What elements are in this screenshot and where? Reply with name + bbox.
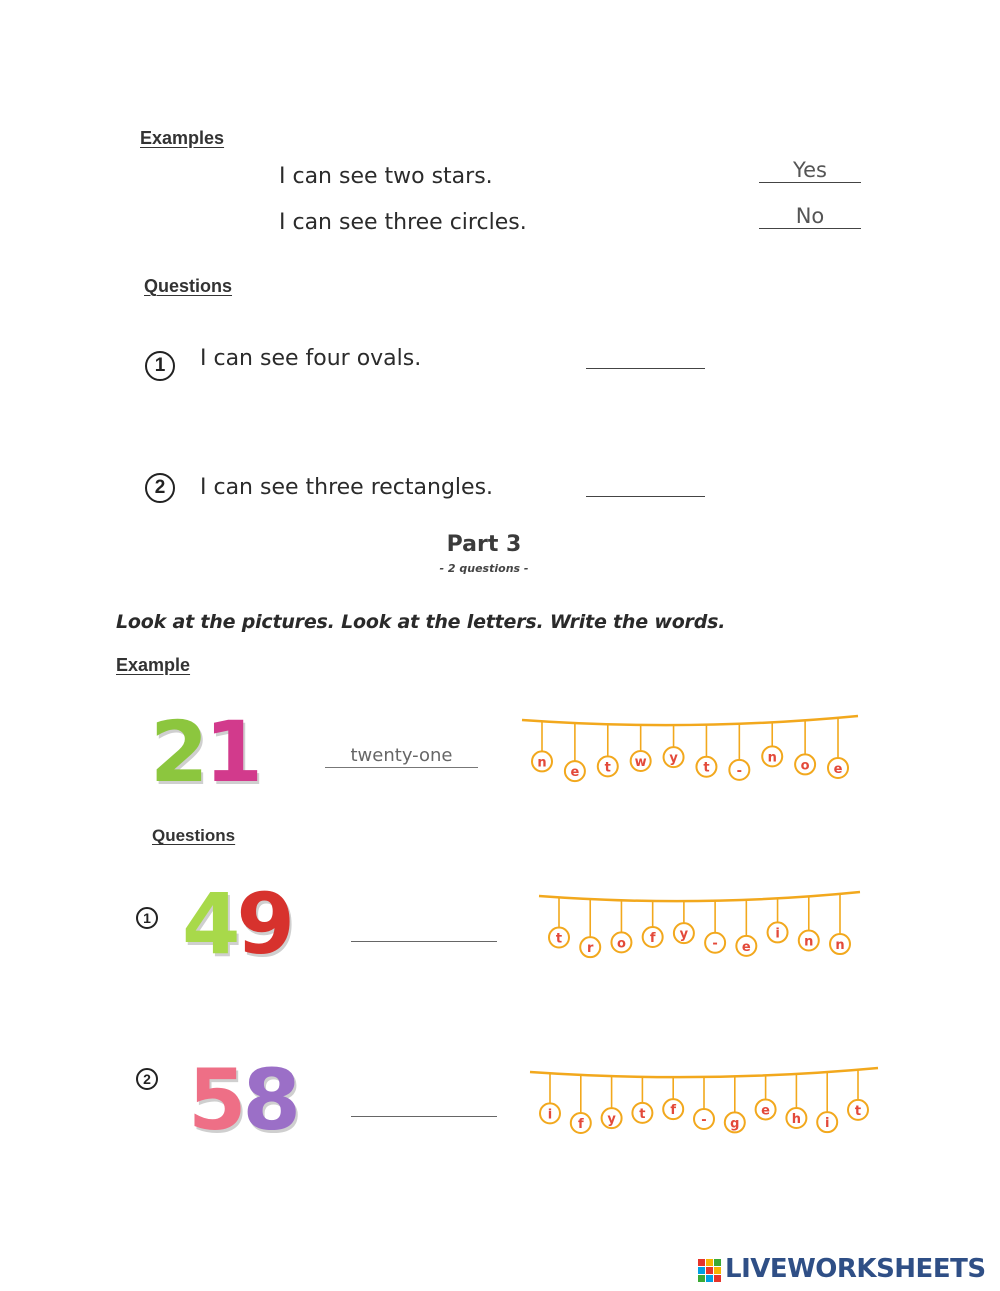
garland-q1-letter: o — [616, 936, 626, 952]
letter-garland-1 — [537, 888, 862, 967]
questions-heading-part3: Questions — [152, 826, 236, 845]
digit-4: 4 — [182, 875, 237, 973]
garland-q2-letter: g — [730, 1116, 740, 1132]
word-answer-blank-2[interactable] — [351, 1116, 497, 1117]
example-heading: Example — [116, 655, 191, 675]
garland-example-letter: t — [703, 760, 710, 776]
number-picture-21 — [150, 703, 280, 801]
word-answer-blank-1[interactable] — [351, 941, 497, 942]
example-answer-2: No — [759, 204, 861, 229]
part3-question-number-2: 2 — [136, 1068, 158, 1090]
example-answer-1: Yes — [759, 158, 861, 183]
logo-text: LIVEWORKSHEETS — [725, 1254, 986, 1284]
garland-q2-letter: e — [761, 1103, 771, 1119]
garland-q2-rope — [530, 1068, 878, 1077]
garland-q1-rope — [539, 892, 860, 901]
garland-q2-letter: y — [607, 1112, 616, 1128]
questions-heading: Questions — [144, 276, 233, 296]
question-number-2: 2 — [145, 473, 175, 503]
garland-q1-letter: t — [555, 931, 563, 947]
letter-garland-example — [520, 712, 860, 791]
garland-example-svg — [520, 712, 860, 787]
garland-q1-svg — [537, 888, 862, 963]
garland-example-letter: t — [604, 760, 611, 776]
garland-q2-letter: i — [824, 1116, 830, 1132]
garland-q1-letter: - — [712, 936, 718, 952]
number-picture-58 — [188, 1051, 328, 1149]
garland-q1-letter: y — [679, 927, 689, 943]
example-word-answer: twenty-one — [325, 745, 478, 768]
question-sentence-1: I can see four ovals. — [200, 346, 422, 371]
part-title: Part 3 — [446, 532, 522, 557]
garland-q1-letter: e — [741, 939, 751, 955]
garland-q1-letter: n — [804, 934, 814, 950]
letter-garland-2 — [528, 1064, 880, 1143]
garland-q2-letter: f — [577, 1116, 584, 1132]
example-sentence-1: I can see two stars. — [279, 164, 493, 189]
digit-5: 5 — [188, 1051, 243, 1149]
garland-q1-letter: i — [775, 926, 780, 942]
liveworksheets-logo — [698, 1254, 998, 1287]
garland-q1-letter: f — [649, 930, 656, 946]
instruction: Look at the pictures. Look at the letters. Write the words. — [116, 611, 726, 633]
garland-example-letter: o — [800, 758, 810, 774]
garland-example-letter: n — [537, 755, 547, 771]
digit-2: 2 — [150, 703, 205, 801]
answer-blank-2[interactable] — [586, 496, 705, 497]
liveworksheets-logo-icon — [698, 1259, 722, 1283]
number-picture-49 — [182, 875, 322, 973]
garland-q2-letter: i — [547, 1107, 553, 1123]
garland-example-letter: e — [833, 761, 843, 777]
digit-8: 8 — [242, 1051, 297, 1149]
examples-heading: Examples — [140, 128, 225, 148]
garland-q2-letter: t — [854, 1103, 862, 1119]
garland-q2-letter: t — [639, 1106, 646, 1122]
garland-q1-letter: n — [835, 938, 845, 954]
garland-example-rope — [522, 716, 858, 725]
garland-example-letter: w — [634, 754, 647, 770]
part3-question-number-1: 1 — [136, 907, 158, 929]
digit-1: 1 — [204, 703, 259, 801]
answer-blank-1[interactable] — [586, 368, 705, 369]
garland-example-letter: e — [570, 765, 580, 781]
garland-q2-letter: h — [791, 1112, 802, 1128]
garland-example-letter: - — [736, 763, 743, 779]
garland-example-letter: n — [767, 750, 777, 766]
example-sentence-2: I can see three circles. — [279, 210, 527, 235]
part-subtitle: - 2 questions - — [439, 562, 529, 575]
garland-q2-letter: - — [701, 1113, 707, 1128]
question-number-1: 1 — [145, 351, 175, 381]
digit-9: 9 — [236, 875, 291, 973]
garland-q2-svg — [528, 1064, 880, 1139]
garland-q1-letter: r — [587, 941, 594, 957]
garland-q2-letter: f — [670, 1103, 677, 1119]
garland-example-letter: y — [669, 751, 678, 767]
question-sentence-2: I can see three rectangles. — [200, 475, 494, 500]
